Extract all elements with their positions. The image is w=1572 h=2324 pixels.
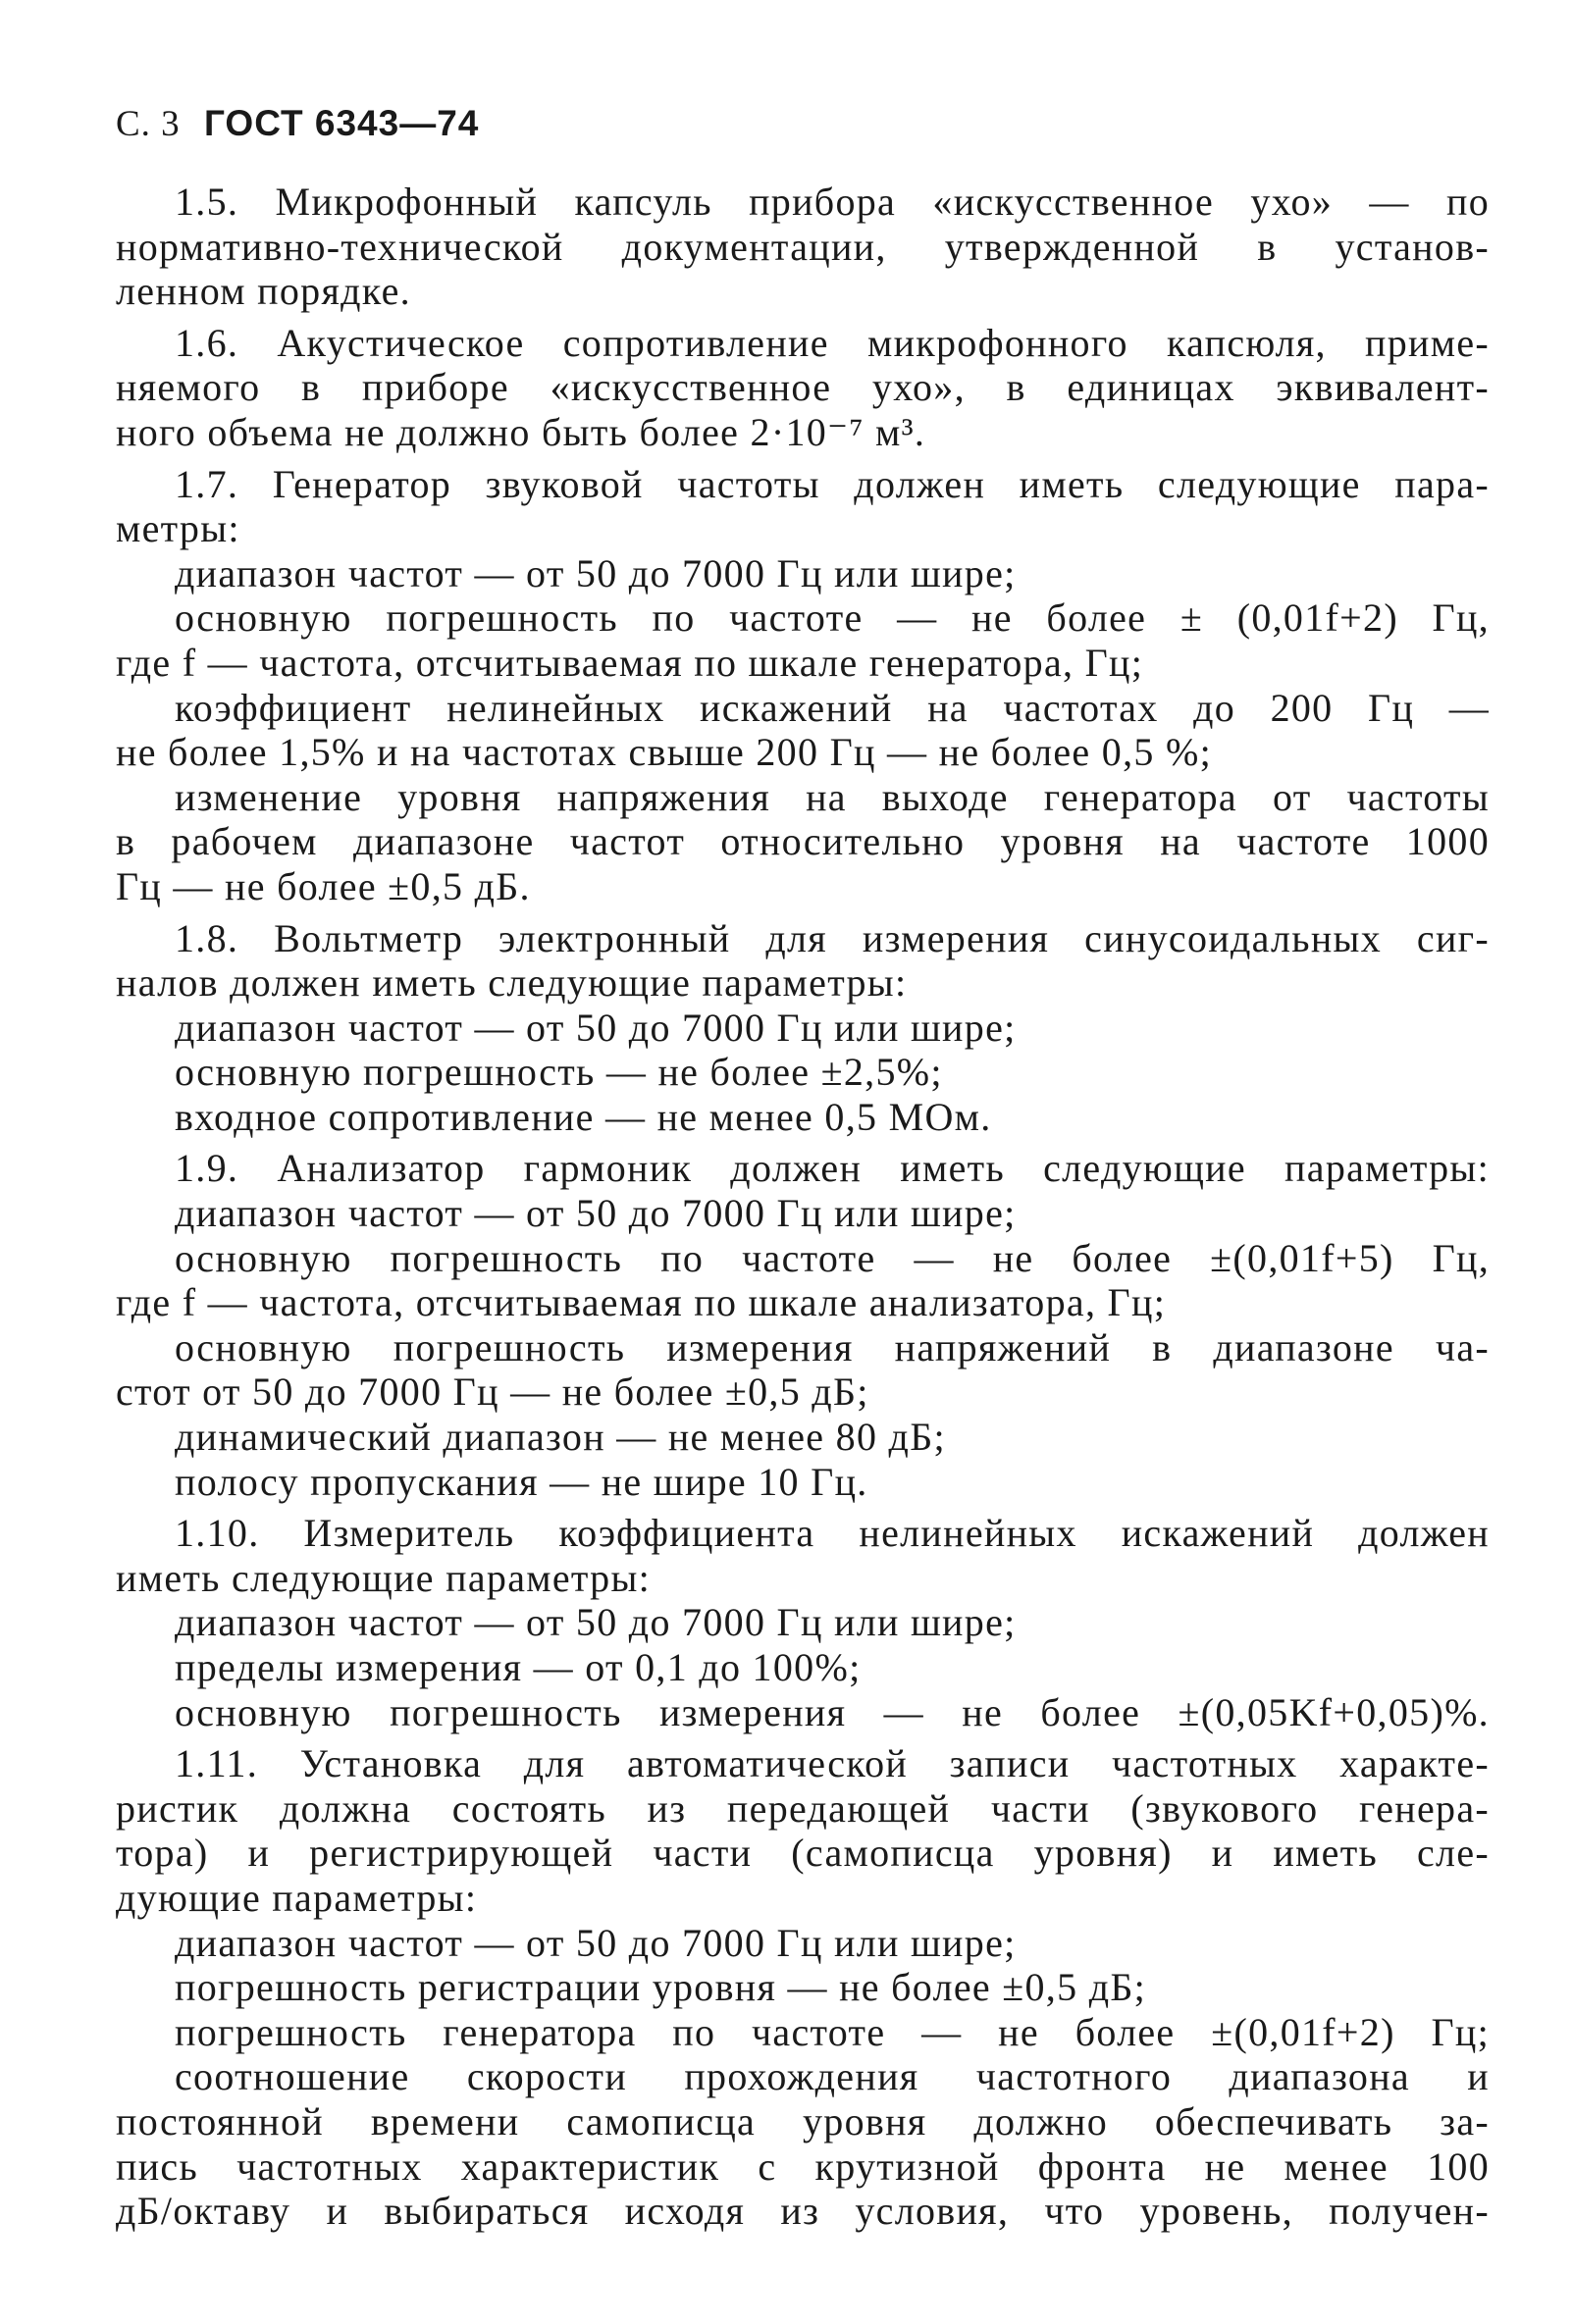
text-line: ристик должна состоять из передающей части (звукового генера-	[116, 1785, 1490, 1831]
paragraph-p19	[116, 1146, 1490, 1504]
page-header	[116, 96, 1490, 152]
text-line: диапазон частот — от 50 до 7000 Гц или шире;	[175, 1191, 1017, 1236]
text-line: нормативно-технической документации, утвержденной в установ-	[116, 224, 1490, 269]
text-line: где f — частота, отсчитываемая по шкале генератора, Гц;	[116, 640, 1144, 685]
text-line: погрешность регистрации уровня — не более ±0,5 дБ;	[175, 1965, 1147, 2010]
text-line: погрешность генератора по частоте — не более ±(0,01f+2) Гц;	[175, 2009, 1490, 2054]
text-line: 1.8. Вольтметр электронный для измерения синусоидальных сиг-	[175, 915, 1490, 960]
paragraph-p17	[116, 462, 1490, 909]
page-number: С. 3	[116, 104, 181, 144]
text-line: диапазон частот — от 50 до 7000 Гц или шире;	[175, 1005, 1017, 1050]
text-line: налов должен иметь следующие параметры:	[116, 960, 908, 1006]
text-line: не более 1,5% и на частотах свыше 200 Гц — не более 0,5 %;	[116, 730, 1213, 775]
text-line: 1.11. Установка для автоматической записи частотных характе-	[175, 1741, 1490, 1786]
text-line: ного объема не должно быть более 2·10⁻⁷ м³.	[116, 409, 926, 454]
text-line: основную погрешность измерения — не более ±(0,05Kf+0,05)%.	[175, 1689, 1490, 1734]
text-line: полосу пропускания — не шире 10 Гц.	[175, 1459, 868, 1504]
text-line: изменение уровня напряжения на выходе генератора от частоты	[175, 774, 1490, 819]
text-line: Гц — не более ±0,5 дБ.	[116, 863, 531, 908]
text-line: иметь следующие параметры:	[116, 1555, 652, 1600]
text-line: 1.10. Измеритель коэффициента нелинейных искажений должен	[175, 1511, 1490, 1556]
text-line: соотношение скорости прохождения частотного диапазона и	[175, 2054, 1490, 2099]
paragraph-p18	[116, 916, 1490, 1140]
standard-title: ГОСТ 6343—74	[203, 103, 480, 143]
text-line: постоянной времени самописца уровня должно обеспечивать за-	[116, 2098, 1490, 2143]
document-page	[116, 96, 1490, 2234]
paragraph-p15	[116, 180, 1490, 314]
text-line: коэффициент нелинейных искажений на частотах до 200 Гц —	[175, 685, 1490, 730]
text-line: 1.5. Микрофонный капсуль прибора «искусственное ухо» — по	[175, 180, 1490, 224]
text-line: 1.7. Генератор звуковой частоты должен иметь следующие пара-	[175, 461, 1490, 506]
text-line: 1.9. Анализатор гармоник должен иметь следующие параметры:	[175, 1146, 1490, 1191]
text-line: основную погрешность — не более ±2,5%;	[175, 1050, 943, 1095]
text-line: основную погрешность измерения напряжений в диапазоне ча-	[175, 1324, 1490, 1369]
paragraph-p16	[116, 321, 1490, 455]
document-body	[116, 180, 1490, 2234]
text-line: стот от 50 до 7000 Гц — не более ±0,5 дБ;	[116, 1369, 869, 1415]
text-line: 1.6. Акустическое сопротивление микрофонного капсюля, приме-	[175, 320, 1490, 365]
paragraph-p111	[116, 1741, 1490, 2234]
text-line: в рабочем диапазоне частот относительно уровня на частоте 1000	[116, 819, 1490, 864]
text-line: динамический диапазон — не менее 80 дБ;	[175, 1415, 946, 1460]
text-line: дБ/октаву и выбираться исходя из условия, что уровень, получен-	[116, 2189, 1490, 2234]
text-line: входное сопротивление — не менее 0,5 МОм.	[175, 1094, 992, 1139]
text-line: пределы измерения — от 0,1 до 100%;	[175, 1645, 862, 1689]
text-line: тора) и регистрирующей части (самописца уровня) и иметь сле-	[116, 1831, 1490, 1876]
text-line: метры:	[116, 506, 240, 551]
text-line: где f — частота, отсчитываемая по шкале анализатора, Гц;	[116, 1280, 1167, 1325]
paragraph-p110	[116, 1511, 1490, 1734]
text-line: диапазон частот — от 50 до 7000 Гц или шире;	[175, 1600, 1017, 1645]
text-line: ленном порядке.	[116, 269, 411, 314]
text-line: основную погрешность по частоте — не более ±(0,01f+5) Гц,	[175, 1235, 1490, 1280]
text-line: диапазон частот — от 50 до 7000 Гц или шире;	[175, 550, 1017, 595]
text-line: няемого в приборе «искусственное ухо», в единицах эквивалент-	[116, 365, 1490, 410]
text-line: основную погрешность по частоте — не более ± (0,01f+2) Гц,	[175, 595, 1490, 641]
text-line: пись частотных характеристик с крутизной фронта не менее 100	[116, 2143, 1490, 2189]
text-line: дующие параметры:	[116, 1875, 478, 1920]
text-line: диапазон частот — от 50 до 7000 Гц или шире;	[175, 1920, 1017, 1965]
